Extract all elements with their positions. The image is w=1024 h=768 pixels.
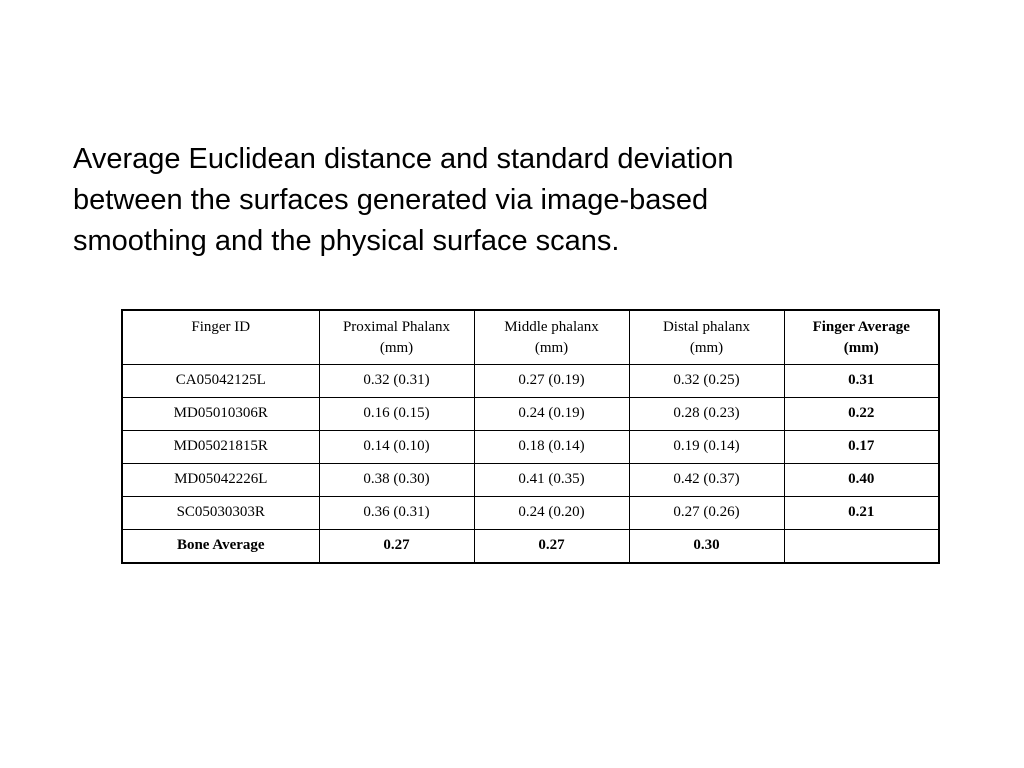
cell-distal: 0.32 (0.25): [629, 364, 784, 397]
header-distal-phalanx: [629, 310, 784, 364]
table-row: [122, 430, 939, 463]
cell-middle: 0.27 (0.19): [474, 364, 629, 397]
cell-middle: 0.18 (0.14): [474, 430, 629, 463]
cell-finger-id: CA05042125L: [122, 364, 319, 397]
cell-bone-average-proximal: 0.27: [319, 529, 474, 563]
cell-middle: 0.24 (0.19): [474, 397, 629, 430]
cell-distal: 0.27 (0.26): [629, 496, 784, 529]
header-label: Middle phalanx: [504, 319, 599, 335]
header-label: Finger Average: [812, 319, 910, 335]
cell-finger-id: MD05042226L: [122, 463, 319, 496]
slide-title: [73, 139, 973, 262]
header-label: Finger ID: [191, 319, 251, 335]
table-row: [122, 364, 939, 397]
cell-finger-average: 0.31: [784, 364, 939, 397]
header-middle-phalanx: [474, 310, 629, 364]
cell-middle: 0.24 (0.20): [474, 496, 629, 529]
header-unit: (mm): [534, 340, 569, 356]
cell-finger-average: 0.40: [784, 463, 939, 496]
table-row-bone-average: [122, 529, 939, 563]
cell-bone-average-label: Bone Average: [122, 529, 319, 563]
cell-proximal: 0.36 (0.31): [319, 496, 474, 529]
table-row: [122, 397, 939, 430]
cell-distal: 0.42 (0.37): [629, 463, 784, 496]
cell-bone-average-middle: 0.27: [474, 529, 629, 563]
cell-proximal: 0.16 (0.15): [319, 397, 474, 430]
header-unit: (mm): [689, 340, 724, 356]
table-row: [122, 463, 939, 496]
header-finger-average: [784, 310, 939, 364]
title-line: Average Euclidean distance and standard deviation: [73, 143, 734, 175]
cell-finger-average: 0.21: [784, 496, 939, 529]
cell-finger-average: 0.22: [784, 397, 939, 430]
cell-distal: 0.19 (0.14): [629, 430, 784, 463]
results-table: [121, 309, 940, 564]
table-header-row: [122, 310, 939, 364]
table-row: [122, 496, 939, 529]
cell-proximal: 0.32 (0.31): [319, 364, 474, 397]
header-unit: (mm): [843, 340, 879, 356]
cell-bone-average-empty: [784, 529, 939, 563]
header-proximal-phalanx: [319, 310, 474, 364]
cell-bone-average-distal: 0.30: [629, 529, 784, 563]
cell-finger-id: SC05030303R: [122, 496, 319, 529]
cell-proximal: 0.38 (0.30): [319, 463, 474, 496]
title-line: smoothing and the physical surface scans.: [73, 225, 620, 257]
header-label: Proximal Phalanx: [342, 319, 451, 335]
header-label: Distal phalanx: [662, 319, 751, 335]
cell-proximal: 0.14 (0.10): [319, 430, 474, 463]
cell-finger-average: 0.17: [784, 430, 939, 463]
cell-middle: 0.41 (0.35): [474, 463, 629, 496]
header-finger-id: [122, 310, 319, 364]
cell-finger-id: MD05010306R: [122, 397, 319, 430]
title-line: between the surfaces generated via image-based: [73, 184, 709, 216]
cell-finger-id: MD05021815R: [122, 430, 319, 463]
header-unit: (mm): [379, 340, 414, 356]
cell-distal: 0.28 (0.23): [629, 397, 784, 430]
